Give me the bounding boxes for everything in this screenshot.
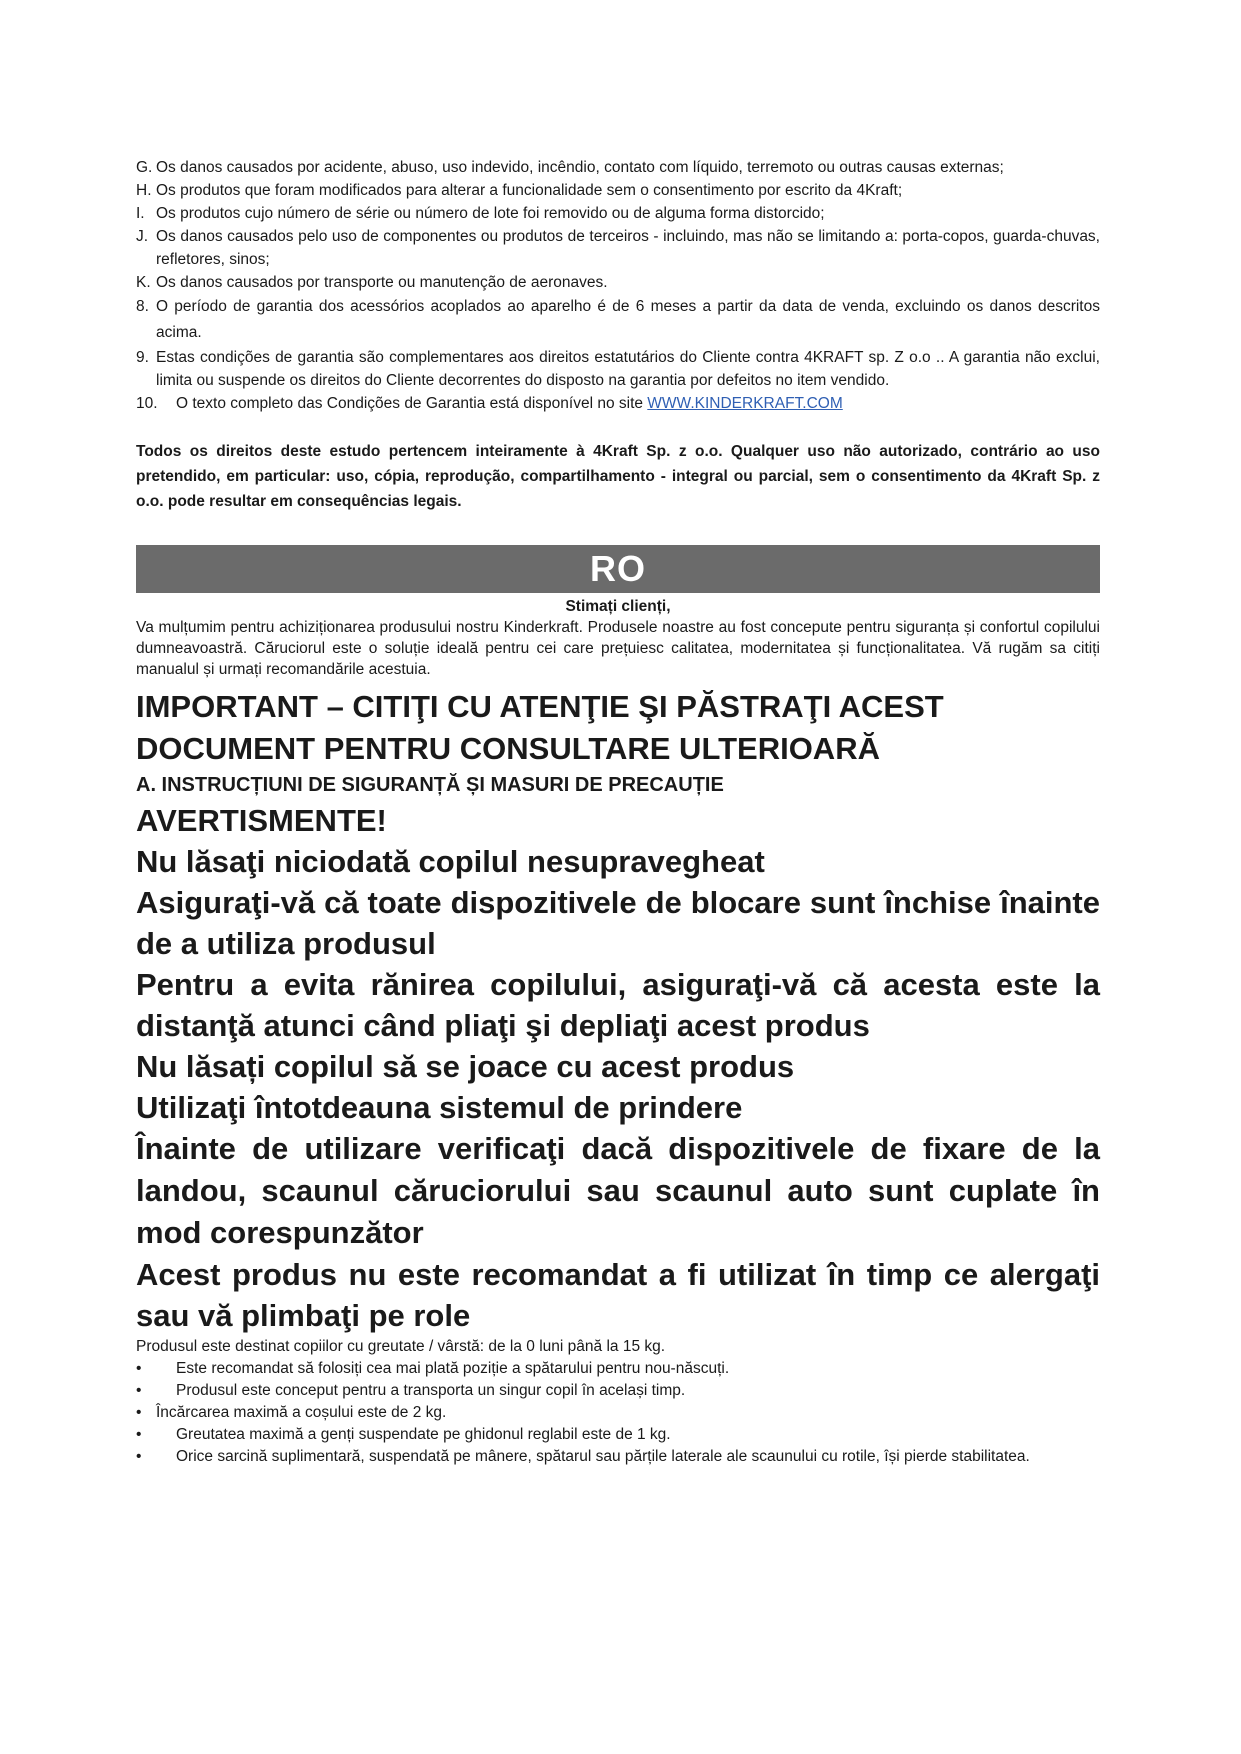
salutation: Stimați clienți, [565, 598, 671, 615]
list-marker: J. [136, 228, 149, 245]
list-marker: 8. [136, 298, 149, 315]
list-item [136, 156, 1100, 179]
list-item-text: Os produtos cujo número de série ou número de lote foi removido ou de alguma forma distorcido; [156, 205, 825, 222]
list-item [136, 1446, 1100, 1468]
list-item-text: Produsul este conceput pentru a transporta un singur copil în același timp. [176, 1382, 686, 1399]
list-marker: 9. [136, 349, 149, 366]
list-item-text: Orice sarcină suplimentară, suspendată pe mânere, spătarul sau părțile laterale ale scaunului cu rotile, își pierde stabilitatea. [176, 1448, 1030, 1465]
list-item-text: Os produtos que foram modificados para alterar a funcionalidade sem o consentimento por escrito da 4Kraft; [156, 182, 903, 199]
list-item [136, 392, 1100, 415]
warning-item: Asiguraţi-vă că toate dispozitivele de blocare sunt închise înainte de a utiliza produsul [136, 885, 1100, 961]
list-item-text-part: O texto completo das Condições de Garantia está disponível no site [176, 395, 648, 412]
list-item-text: Estas condições de garantia são complementares aos direitos estatutários do Cliente contra 4KRAFT sp. Z o.o .. A garantia não exclui, limita ou suspende os direitos do Cliente decorrentes do disposto na garantia por defeitos no item vendido. [156, 349, 1100, 389]
kinderkraft-website-link[interactable]: WWW.KINDERKRAFT.COM [647, 395, 843, 412]
document-page [136, 156, 1100, 1468]
warnings-heading: AVERTISMENTE! [136, 803, 387, 838]
list-item-text [176, 392, 1100, 415]
list-item [136, 202, 1100, 225]
important-heading: IMPORTANT – CITIŢI CU ATENŢIE ŞI PĂSTRAŢI ACEST DOCUMENT PENTRU CONSULTARE ULTERIOARĂ [136, 689, 944, 766]
bullet-icon: • [136, 1448, 142, 1465]
list-marker: 10. [136, 395, 158, 412]
list-item [136, 294, 1100, 346]
list-item-text: Încărcarea maximă a coșului este de 2 kg. [156, 1404, 447, 1421]
list-item [136, 1424, 1100, 1446]
warning-item: Pentru a evita rănirea copilului, asiguraţi-vă că acesta este la distanţă atunci când pliaţi şi depliaţi acest produs [136, 967, 1100, 1043]
warning-item: Nu lăsați copilul să se joace cu acest produs [136, 1049, 795, 1084]
list-marker: G. [136, 159, 153, 176]
list-item-text: Os danos causados pelo uso de componentes ou produtos de terceiros - incluindo, mas não se limitando a: porta-copos, guarda-chuvas, refletores, sinos; [156, 228, 1100, 268]
list-marker: H. [136, 182, 152, 199]
warning-item: Utilizaţi întotdeauna sistemul de prindere [136, 1090, 743, 1125]
list-item [136, 271, 1100, 294]
list-item-text: Os danos causados por transporte ou manutenção de aeronaves. [156, 274, 608, 291]
language-section-banner: RO [136, 545, 1100, 593]
copyright-notice: Todos os direitos deste estudo pertencem inteiramente à 4Kraft Sp. z o.o. Qualquer uso não autorizado, contrário ao uso pretendido, em particular: uso, cópia, reprodução, compartilhamento - integral ou parcial, sem o consentimento da 4Kraft Sp. z o.o. pode resultar em consequências legais. [136, 443, 1100, 510]
bullet-icon: • [136, 1382, 142, 1399]
warning-item: Acest produs nu este recomandat a fi utilizat în timp ce alergaţi sau vă plimbaţi pe role [136, 1257, 1100, 1333]
list-item [136, 225, 1100, 271]
list-item [136, 346, 1100, 392]
warning-item: Înainte de utilizare verificaţi dacă dispozitivele de fixare de la landou, scaunul căruciorului sau scaunul auto sunt cuplate în mod corespunzător [136, 1131, 1100, 1250]
bullet-icon: • [136, 1360, 142, 1377]
bullet-icon: • [136, 1404, 142, 1421]
warranty-exclusions-list [136, 156, 1100, 415]
list-item [136, 1380, 1100, 1402]
weight-note: Produsul este destinat copiilor cu greutate / vârstă: de la 0 luni până la 15 kg. [136, 1338, 666, 1355]
list-item [136, 179, 1100, 202]
list-item-text: O período de garantia dos acessórios acoplados ao aparelho é de 6 meses a partir da data de venda, excluindo os danos descritos acima. [156, 298, 1100, 341]
list-item-text: Os danos causados por acidente, abuso, uso indevido, incêndio, contato com líquido, terremoto ou outras causas externas; [156, 159, 1004, 176]
safety-section-heading: A. INSTRUCȚIUNI DE SIGURANȚĂ ȘI MASURI DE PRECAUȚIE [136, 774, 724, 796]
intro-paragraph: Va mulțumim pentru achiziționarea produsului nostru Kinderkraft. Produsele noastre au fost concepute pentru siguranța și confortul copilului dumneavoastră. Căruciorul este o soluție ideală pentru cei care prețuiesc calitatea, modernitatea și funcționalitatea. Vă rugăm sa citiți manualul și urmați recomandările acestuia. [136, 619, 1100, 678]
list-marker: I. [136, 205, 145, 222]
bullet-icon: • [136, 1426, 142, 1443]
warning-item: Nu lăsaţi niciodată copilul nesupravegheat [136, 844, 765, 879]
list-item-text: Greutatea maximă a genți suspendate pe ghidonul reglabil este de 1 kg. [176, 1426, 671, 1443]
list-item-text: Este recomandat să folosiți cea mai plată poziție a spătarului pentru nou-născuți. [176, 1360, 730, 1377]
list-item [136, 1358, 1100, 1380]
list-item [136, 1402, 1100, 1424]
list-marker: K. [136, 274, 151, 291]
